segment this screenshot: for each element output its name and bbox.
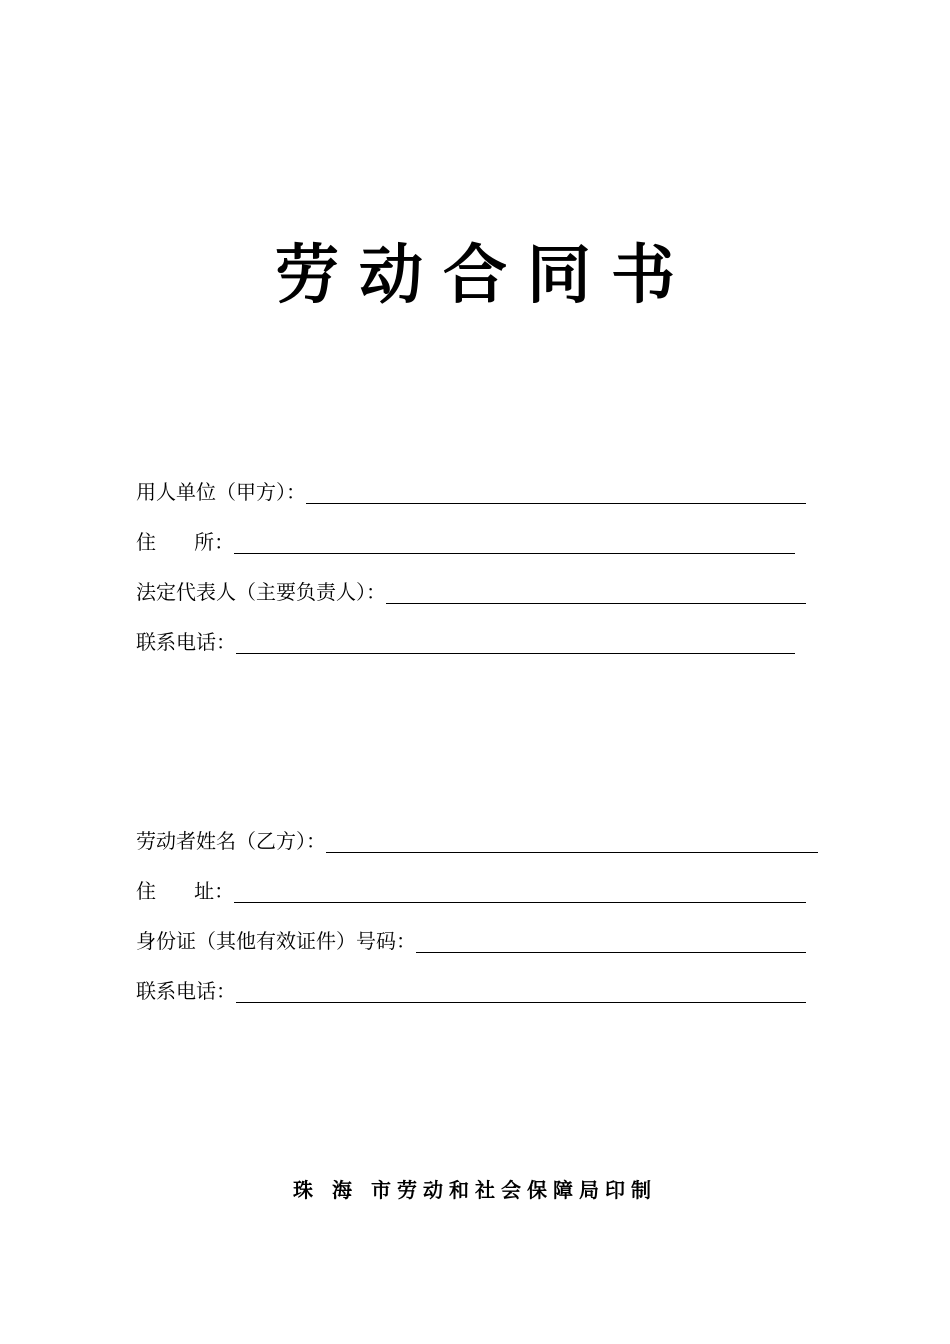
worker-name-label: 劳动者姓名（乙方）： <box>136 829 326 853</box>
party-a-address-label: 住 所： <box>136 530 235 554</box>
party-a-phone-blank-line[interactable] <box>236 653 795 654</box>
representative-field[interactable] <box>136 578 806 606</box>
id-number-field[interactable] <box>136 927 806 955</box>
representative-label: 法定代表人（主要负责人）： <box>136 580 386 604</box>
worker-name-blank-line[interactable] <box>326 852 818 853</box>
party-b-phone-label: 联系电话： <box>136 979 236 1003</box>
employer-blank-line[interactable] <box>306 503 806 504</box>
id-number-blank-line[interactable] <box>416 952 806 953</box>
party-b-phone-blank-line[interactable] <box>236 1002 806 1003</box>
id-number-label: 身份证（其他有效证件）号码： <box>136 929 416 953</box>
party-a-phone-label: 联系电话： <box>136 630 236 654</box>
party-b-address-label: 住 址： <box>136 879 235 903</box>
party-b-address-field[interactable] <box>136 877 806 905</box>
party-a-address-field[interactable] <box>136 528 795 556</box>
party-a-phone-field[interactable] <box>136 628 795 656</box>
party-b-phone-field[interactable] <box>136 977 806 1005</box>
party-b-address-blank-line[interactable] <box>234 902 806 903</box>
employer-label: 用人单位（甲方）： <box>136 480 306 504</box>
worker-name-field[interactable] <box>136 827 818 855</box>
document-title: 劳动合同书 <box>275 239 695 313</box>
issuer-footer: 珠 海 市劳动和社会保障局印制 <box>293 1178 657 1202</box>
employer-field[interactable] <box>136 478 806 506</box>
representative-blank-line[interactable] <box>386 603 806 604</box>
party-a-address-blank-line[interactable] <box>234 553 795 554</box>
